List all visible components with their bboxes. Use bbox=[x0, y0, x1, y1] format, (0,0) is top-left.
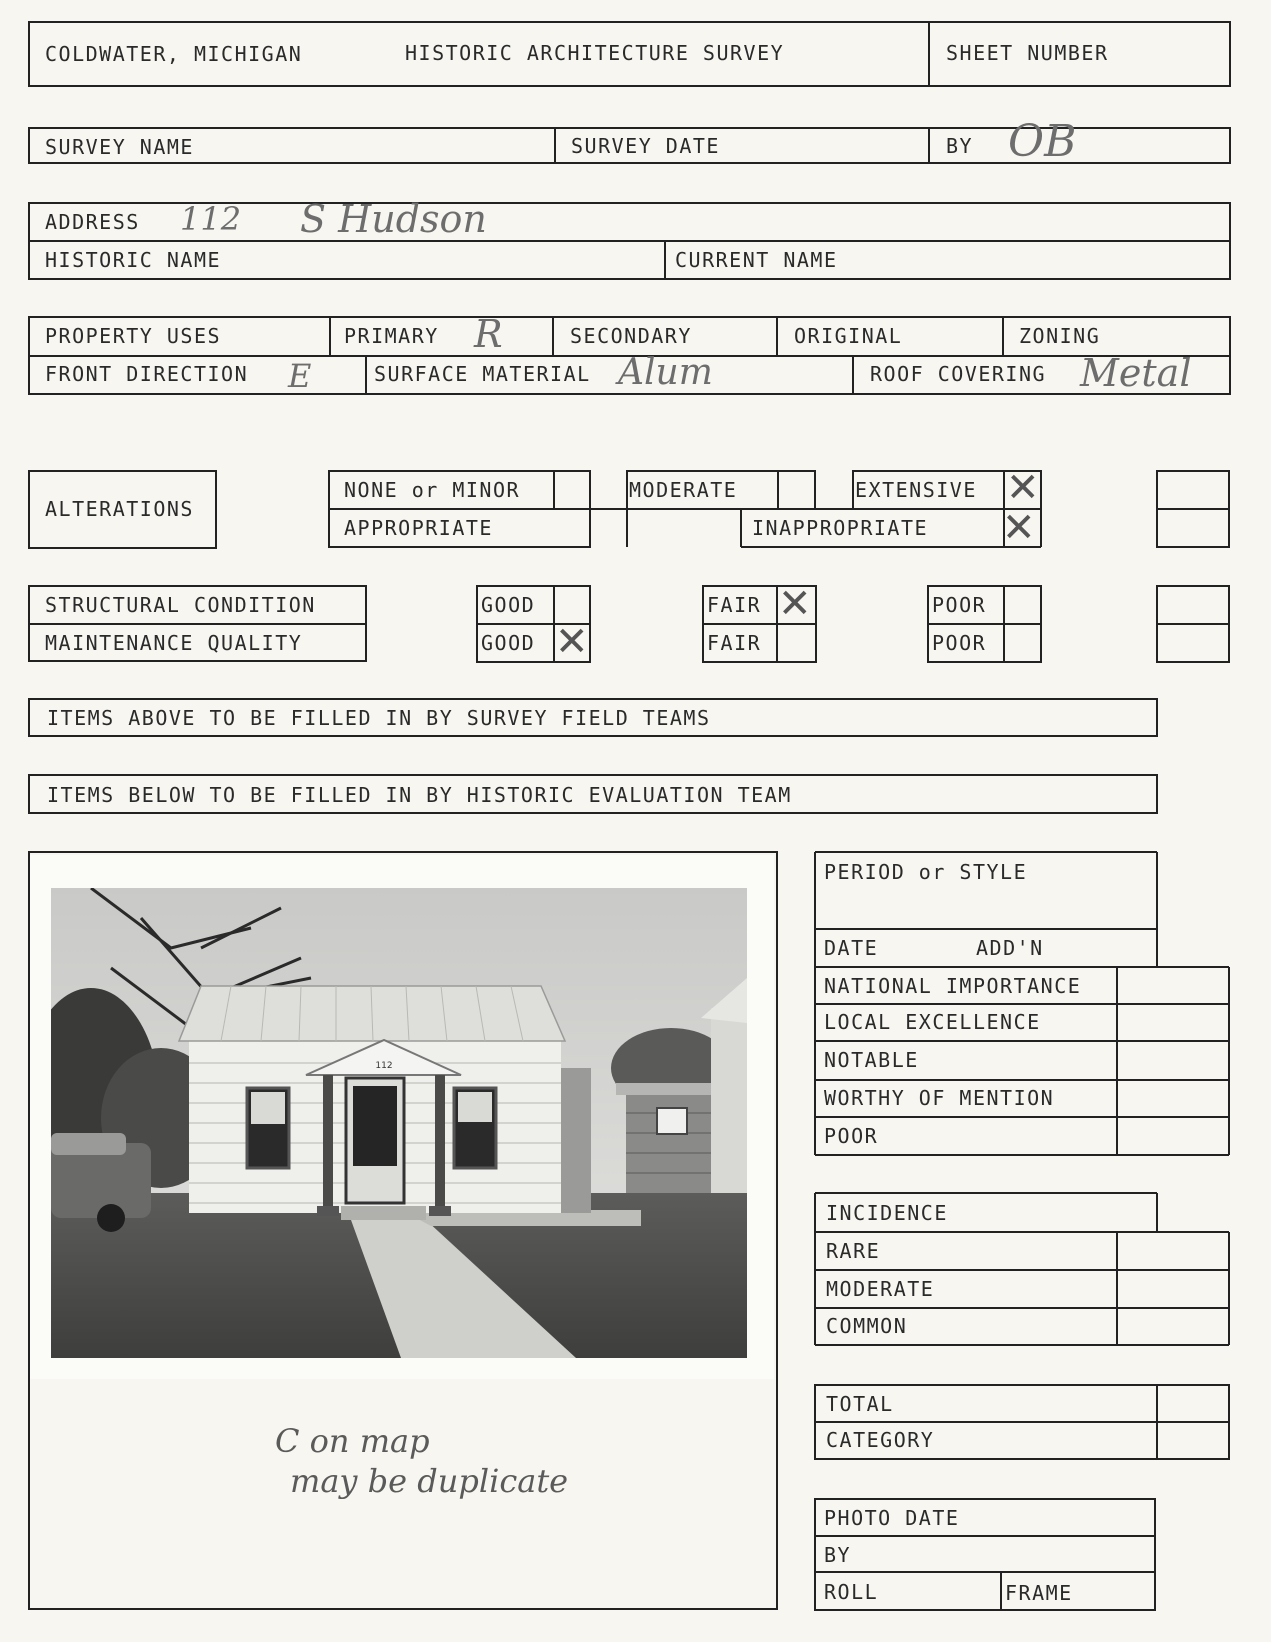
secondary-label: SECONDARY bbox=[570, 324, 692, 348]
house-photo bbox=[51, 888, 747, 1358]
primary-value[interactable]: R bbox=[474, 312, 503, 356]
surface-material-value[interactable]: Alum bbox=[618, 352, 713, 393]
front-direction-value[interactable]: E bbox=[288, 357, 312, 395]
structural-fair: FAIR bbox=[707, 593, 762, 617]
addn-label: ADD'N bbox=[976, 936, 1044, 960]
rare-label: RARE bbox=[826, 1239, 881, 1263]
structural-poor: POOR bbox=[932, 593, 987, 617]
local-excellence-label: LOCAL EXCELLENCE bbox=[824, 1010, 1041, 1034]
roof-covering-value[interactable]: Metal bbox=[1080, 351, 1192, 395]
total-label: TOTAL bbox=[826, 1392, 894, 1416]
address-number[interactable]: 112 bbox=[180, 200, 242, 238]
address-label: ADDRESS bbox=[45, 210, 140, 234]
roof-covering-label: ROOF COVERING bbox=[870, 362, 1047, 386]
note-line-2: may be duplicate bbox=[290, 1462, 569, 1500]
alt-appropriate: APPROPRIATE bbox=[344, 516, 493, 540]
by-label: BY bbox=[946, 134, 974, 158]
alterations-label: ALTERATIONS bbox=[45, 497, 194, 521]
maintenance-poor: POOR bbox=[932, 631, 987, 655]
date-label: DATE bbox=[824, 936, 879, 960]
maintenance-fair: FAIR bbox=[707, 631, 762, 655]
note-line-1: C on map bbox=[275, 1422, 430, 1460]
common-label: COMMON bbox=[826, 1314, 908, 1338]
note-above: ITEMS ABOVE TO BE FILLED IN BY SURVEY FIELD TEAMS bbox=[47, 706, 711, 730]
survey-name-label: SURVEY NAME bbox=[45, 135, 194, 159]
alt-inappropriate-check[interactable]: ✕ bbox=[1002, 505, 1036, 551]
note-below: ITEMS BELOW TO BE FILLED IN BY HISTORIC EVALUATION TEAM bbox=[47, 783, 792, 807]
structural-fair-check[interactable]: ✕ bbox=[778, 581, 812, 627]
house-number-text: 112 bbox=[375, 1061, 393, 1071]
maintenance-good-check[interactable]: ✕ bbox=[555, 619, 589, 665]
structural-good: GOOD bbox=[481, 593, 536, 617]
current-name-label: CURRENT NAME bbox=[675, 248, 838, 272]
period-style-label: PERIOD or STYLE bbox=[824, 860, 1028, 884]
address-street[interactable]: S Hudson bbox=[300, 197, 487, 241]
incidence-label: INCIDENCE bbox=[826, 1201, 948, 1225]
worthy-of-mention-label: WORTHY OF MENTION bbox=[824, 1086, 1055, 1110]
photo-date-label: PHOTO DATE bbox=[824, 1506, 960, 1530]
notable-label: NOTABLE bbox=[824, 1048, 919, 1072]
surface-material-label: SURFACE MATERIAL bbox=[374, 362, 591, 386]
frame-label: FRAME bbox=[1005, 1581, 1073, 1605]
alt-moderate: MODERATE bbox=[629, 478, 738, 502]
city-label: COLDWATER, MICHIGAN bbox=[45, 42, 303, 66]
roll-label: ROLL bbox=[824, 1580, 879, 1604]
front-direction-label: FRONT DIRECTION bbox=[45, 362, 249, 386]
moderate-label: MODERATE bbox=[826, 1277, 935, 1301]
alt-extensive: EXTENSIVE bbox=[855, 478, 977, 502]
zoning-label: ZONING bbox=[1019, 324, 1101, 348]
maintenance-good: GOOD bbox=[481, 631, 536, 655]
sheet-number-label: SHEET NUMBER bbox=[946, 41, 1109, 65]
by-value[interactable]: OB bbox=[1008, 116, 1077, 167]
category-label: CATEGORY bbox=[826, 1428, 935, 1452]
form-title: HISTORIC ARCHITECTURE SURVEY bbox=[405, 41, 785, 65]
photo-by-label: BY bbox=[824, 1543, 852, 1567]
property-uses-label: PROPERTY USES bbox=[45, 324, 222, 348]
survey-date-label: SURVEY DATE bbox=[571, 134, 720, 158]
alt-inappropriate: INAPPROPRIATE bbox=[752, 516, 929, 540]
historic-name-label: HISTORIC NAME bbox=[45, 248, 222, 272]
structural-condition-label: STRUCTURAL CONDITION bbox=[45, 593, 316, 617]
national-importance-label: NATIONAL IMPORTANCE bbox=[824, 974, 1082, 998]
alt-none-minor: NONE or MINOR bbox=[344, 478, 521, 502]
alt-extensive-check[interactable]: ✕ bbox=[1006, 465, 1040, 511]
primary-label: PRIMARY bbox=[344, 324, 439, 348]
original-label: ORIGINAL bbox=[794, 324, 903, 348]
poor-label: POOR bbox=[824, 1124, 879, 1148]
maintenance-quality-label: MAINTENANCE QUALITY bbox=[45, 631, 303, 655]
